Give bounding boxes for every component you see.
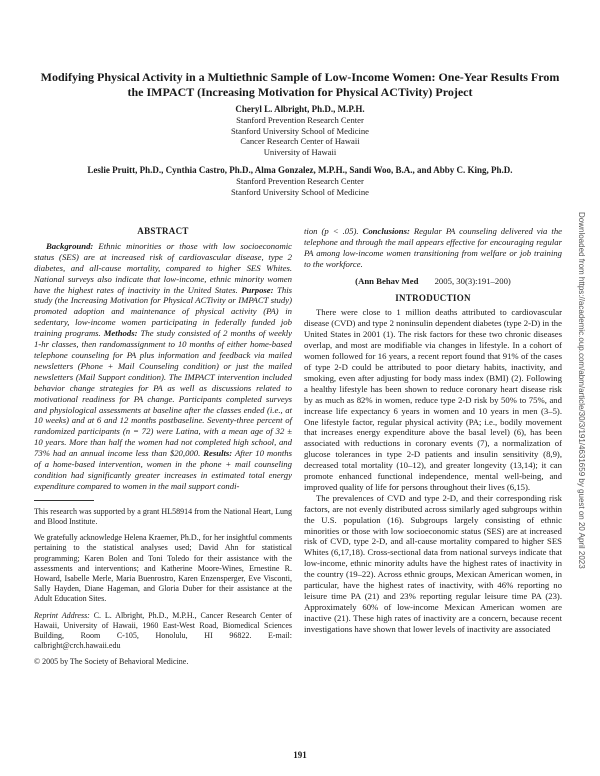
abstract-heading: ABSTRACT <box>137 226 189 236</box>
abstract-label: Background: <box>46 240 94 251</box>
abstract-label: Conclusions: <box>362 226 410 236</box>
abstract-text: tion (p < .05). <box>304 226 359 236</box>
reprint-label: Reprint Address: <box>34 610 90 620</box>
download-watermark <box>572 212 592 732</box>
affiliation: Stanford Prevention Research Center <box>236 175 364 186</box>
abstract-label: Results: <box>203 448 233 459</box>
abstract-label: Methods: <box>103 328 138 339</box>
article-title: Modifying Physical Activity in a Multiethnic Sample of Low-Income Women: One-Year Results From the IMPACT (Increasing Motivation for Physical ACTivity) Project <box>40 70 560 99</box>
journal-citation <box>304 276 562 287</box>
citation-details: 2005, 30(3):191–200) <box>434 275 511 286</box>
abstract-body <box>34 241 292 492</box>
abstract-text: The study consisted of 2 months of weekly 1-hr classes, then randomassignment to 10 months of either home-based telephone counseling for PA plus information and feedback via mailed newsletters (Phone + Mail Counseling condition) or just the mailed newsletters (Mail Support condition). The IMPACT intervention included behavior change strategies for PA as well as discussions related to motivational readiness for PA change. Participants completed surveys and physiological assessments at baseline after the classes ended (i.e., at 10 weeks) and at 6 and 12 months postbaseline. Seventy-three percent of randomized participants (n = 72) were Latina, with a mean age of 32 ± 10 years. More than half the women had not completed high school, and 73% had an annual income less than $20,000. <box>34 328 293 459</box>
abstract-text: Regular PA counseling delivered via the telephone and through the mail appears effective for encouraging regular PA among low-income women transitioning from welfare or job training to the workforce. <box>304 226 563 269</box>
abstract-continued <box>304 226 562 270</box>
left-column <box>34 226 292 674</box>
affiliation: Cancer Research Center of Hawaii <box>240 136 360 147</box>
download-note: Downloaded from https://academic.oup.com/abm/article/30/3/191/4631659 by guest on 20 April 2023 <box>577 212 586 569</box>
author-names: Cheryl L. Albright, Ph.D., M.P.H. <box>235 104 365 114</box>
funding-note: This research was supported by a grant HL58914 from the National Heart, Lung and Blood Institute. <box>34 506 292 526</box>
abstract-text: Ethnic minorities or those with low socioeconomic status (SES) are at increased risk of cardiovascular disease, type 2 diabetes, and all-cause mortality, compared to higher SES Whites. National surveys also indicate that low-income, ethnic minority women have the highest rates of inactivity in the United States. <box>34 240 293 295</box>
right-column <box>304 226 562 635</box>
intro-paragraph: There were close to 1 million deaths attributed to cardiovascular disease (CVD) and type 2 noninsulin dependent diabetes (type 2-D) in the United States in 2001 (1). The risk factors for these two chronic diseases overlap, and most are modifiable via changes in lifestyle. In a cohort of women followed for 16 years, a recent report found that 91% of the cases of type 2-D could be attributed to poor dietary habits, inactivity, and smoking, even after adjusting for body mass index (BMI) (2). Following a healthy lifestyle has been shown to reduce coronary heart disease risk by as much as 82% in women, reduce type 2-D risk by 50% to 75%, and increase life expectancy 6 years in women and 10 years in men (3–5). One lifestyle factor, regular physical activity (PA; i.e., bodily movement that increases energy expenditure above the basal level) (6), has been associated with reductions in coronary events (7), a normalization of glucose tolerances in type 2-D patients and insulin sensitivity (8,9), decreased total mortality (10–12), and greater longevity (13,14); it can promote enhanced functional independence, mental well-being, and improved quality of life for persons throughout their lives (6,15). <box>304 307 562 492</box>
author-group-2 <box>40 165 560 197</box>
page-number: 191 <box>293 750 307 760</box>
affiliation: Stanford Prevention Research Center <box>236 114 364 125</box>
abstract-text: This study (the Increasing Motivation for Physical ACTivity or IMPACT study) promoted adoption and maintenance of physical activity (PA) in sedentary, low-income women participating in federally funded job training programs. <box>34 284 292 339</box>
affiliation: Stanford University School of Medicine <box>231 186 369 197</box>
introduction-heading: INTRODUCTION <box>395 292 471 303</box>
journal-name: (Ann Behav Med <box>355 275 419 286</box>
affiliation: University of Hawaii <box>263 147 337 158</box>
author-group-1 <box>40 104 560 158</box>
abstract-text: After 10 months of a home-based intervention, women in the phone + mail counseling condition had significantly greater increases in estimated total energy expenditure compared to women in the mail support condi- <box>34 448 292 491</box>
abstract-label: Purpose: <box>241 284 274 295</box>
reprint-address: C. L. Albright, Ph.D., M.P.H., Cancer Research Center of Hawaii, University of Hawaii, 1960 East-West Road, Biomedical Sciences Building, Room C-105, Honolulu, HI 96822. E-mail: calbright@crch.hawaii.edu <box>34 610 293 651</box>
intro-paragraph: The prevalences of CVD and type 2-D, and their corresponding risk factors, are not evenly distributed across similarly aged subgroups within the U.S. population (16). Subgroups largely consisting of ethnic minorities or those with low socioeconomic status (SES) are at increased risk of CVD, type 2-D, and all-cause mortality compared to higher SES Whites (6,17,18). Cross-sectional data from national surveys indicate that low-income, ethnic minority adults have the highest rates of inactivity in the country (19–22). Across ethnic groups, Mexican American women, in particular, have the highest rates of inactivity, with 46% reporting no leisure time PA (21) and 23% reporting regular leisure time PA (23). Approximately 60% of low-income Mexican American women are inactive (21). These high rates of inactivity are a concern, because recent investigations have shown that lower levels of inactivity are associated <box>304 492 562 634</box>
affiliation: Stanford University School of Medicine <box>231 125 369 136</box>
reprint-note <box>34 611 292 652</box>
copyright-note: © 2005 by The Society of Behavioral Medicine. <box>34 657 189 667</box>
author-names: Leslie Pruitt, Ph.D., Cynthia Castro, Ph.D., Alma Gonzalez, M.P.H., Sandi Woo, B.A., and Abby C. King, Ph.D. <box>87 165 513 175</box>
footnote-divider <box>34 500 94 501</box>
acknowledgments-note: We gratefully acknowledge Helena Kraemer, Ph.D., for her insightful comments pertaining to the statistical analyses used; David Ahn for statistical programming; Karen Bolen and Toni Toledo for their assistance with the assessments and interventions; and Katherine Moore-Wines, Ernestine R. Howard, Isabelle Merle, Maria Buenrostro, Karen Enzensperger, Eve Visconti, Sally Hayden, Diane Hageman, and Gloria Duber for their assistance at the Adult Education Sites. <box>34 533 292 604</box>
